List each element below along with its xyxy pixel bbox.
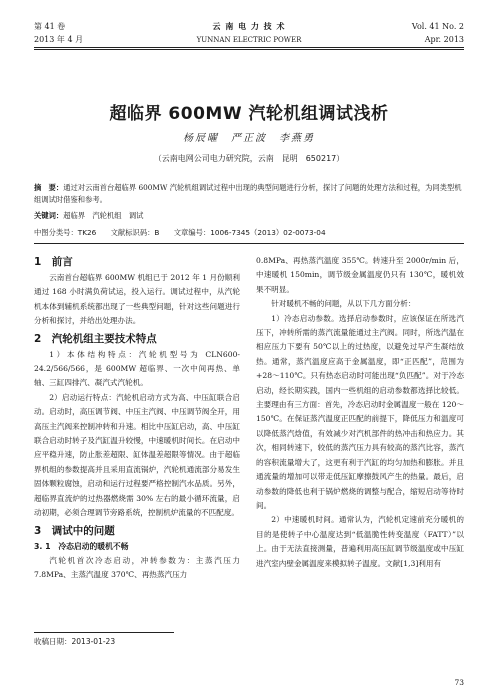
header-date-en: Apr. 2013: [424, 35, 464, 44]
received-date: 收稿日期：2013-01-23: [34, 637, 116, 646]
article-number: 文章编号：1006-7345（2013）02-0073-04: [173, 228, 326, 237]
page-number: 73: [454, 678, 464, 687]
header-volume-cn: 第 41 卷: [34, 22, 66, 31]
section-3-1-heading: 3. 1 冷态启动的暖机不畅: [34, 541, 129, 551]
left-column: [34, 252, 240, 583]
clc-number: 中图分类号：TK26: [34, 228, 97, 237]
header-volume-en: Vol. 41 No. 2: [411, 22, 464, 31]
keywords: [34, 210, 464, 221]
abstract: [34, 182, 464, 206]
abstract-text: 通过对云南首台超临界 600MW 汽轮机组调试过程中出现的典型问题进行分析，探讨了问题的处理方法和过程，为同类型机组调试时借鉴和参考。: [34, 183, 462, 204]
header-rule-bottom: [34, 49, 464, 50]
keywords-text: 超临界 汽轮机组 调试: [63, 211, 144, 220]
header-journal-cn: 云 南 电 力 技 术: [212, 22, 286, 31]
paper-authors: 杨辰曜 严正波 李燕勇: [183, 133, 315, 144]
section-3-1-paragraph: 汽轮机首次冷态启动，冲转参数为：主蒸汽压力 7.8MPa、主蒸汽温度 370℃、再热蒸汽压力: [34, 555, 240, 580]
paper-title: 超临界 600MW 汽轮机组调试浅析: [109, 104, 389, 124]
keywords-label: 关键词：: [34, 211, 64, 220]
section-2-heading: 2 汽轮机组主要技术特点: [34, 332, 157, 345]
footnote-rule: [34, 632, 174, 633]
paper-affiliation: （云南电网公司电力研究院，云南 昆明 650217）: [153, 154, 345, 163]
header-journal-en: YUNNAN ELECTRIC POWER: [196, 36, 302, 44]
right-column: [256, 254, 464, 571]
header-date-cn: 2013 年 4 月: [34, 35, 84, 44]
section-3-heading: 3 调试中的问题: [34, 524, 115, 537]
section-1-heading: 1 前言: [34, 256, 73, 268]
classification-line: [34, 227, 464, 238]
abstract-divider: [34, 243, 464, 244]
right-paragraph-3: 1）冷态启动参数。选择启动参数时，应该保证在所选汽压下，冲转所需的蒸汽流量能通过主汽阀。同时，所选汽温在相应压力下要有 50℃以上的过热度，以避免过早产生凝结放热。通常，蒸汽温度应高于金属温度，即“正匹配”，范围为 +28～110℃。只有热态启动时可能出现“负匹配”。对于冷态启动，经长期实践，国内一些机组的启动参数都选择比较低。主要理由有三方面：首先，冷态启动时金属温度一般在 120～150℃。在保证蒸汽温度正匹配的前提下，降低压力和温度可以降低蒸汽焓值，有效减少对汽机部件的热冲击和热应力。其次，相同转速下，较低的蒸汽压力具有较高的蒸汽比容，蒸汽的容积流量增大了，这更有利于汽缸的均匀加热和膨胀。并且通流量的增加可以带走低压缸摩擦鼓风产生的热量。最后，启动参数的降低也利于锅炉燃烧的调整与配合，缩短启动等待时间。: [256, 313, 464, 510]
right-paragraph-1: 0.8MPa、再热蒸汽温度 355℃。转速升至 2000r/min 后，中速暖机 150min，调节级金属温度仍只有 130℃，暖机效果不明显。: [256, 256, 464, 294]
abstract-label: 摘 要：: [34, 183, 64, 192]
section-2-paragraph-1: 1）本体结构特点：汽轮机型号为 CLN600-24.2/566/566，是 600MW 超临界、一次中间再热、单轴、三缸四排汽、凝汽式汽轮机。: [34, 349, 240, 388]
section-1-paragraph: 云南首台超临界 600MW 机组已于 2012 年 1 月份顺利通过 168 小时满负荷试运，投入运行。调试过程中，从汽轮机本体到辅机系统都出现了一些典型问题，针对这些问题进行分析和探讨，并给出处理办法。: [34, 273, 240, 326]
right-paragraph-4: 2）中速暖机时间。通常认为，汽轮机定速前充分暖机的目的是使转子中心温度达到“低温脆性转变温度（FATT）”以上。由于无法直接测量，普遍利用高压缸调节级温度或中压缸进汽室内壁金属温度来模拟转子温度。文献[1,3]利用有: [256, 515, 464, 568]
document-code: 文献标识码：B: [110, 228, 160, 237]
right-paragraph-2: 针对暖机不畅的问题，从以下几方面分析：: [271, 299, 416, 309]
section-2-paragraph-2: 2）启动运行特点：汽轮机启动方式为高、中压缸联合启动。启动时，高压调节阀、中压主汽阀、中压调节阀全开，用高压主汽阀来控制冲转和升速。相比中压缸启动，高、中压缸联合启动时转子及汽缸温升较慢，中速暖机时间长。在启动中应平稳升速，防止胀差超限、缸体温差超限等情况。由于超临界机组的参数提高并且采用直流锅炉，汽轮机通流部分易发生固体颗粒腐蚀，启动和运行过程要严格控制汽水品质。另外，超临界直流炉的过热器燃烧需 30% 左右的最小循环流量，启动初期，必须合理调节旁路系统，控制机炉流量的不匹配度。: [34, 392, 240, 518]
header-rule-top: [34, 47, 464, 48]
